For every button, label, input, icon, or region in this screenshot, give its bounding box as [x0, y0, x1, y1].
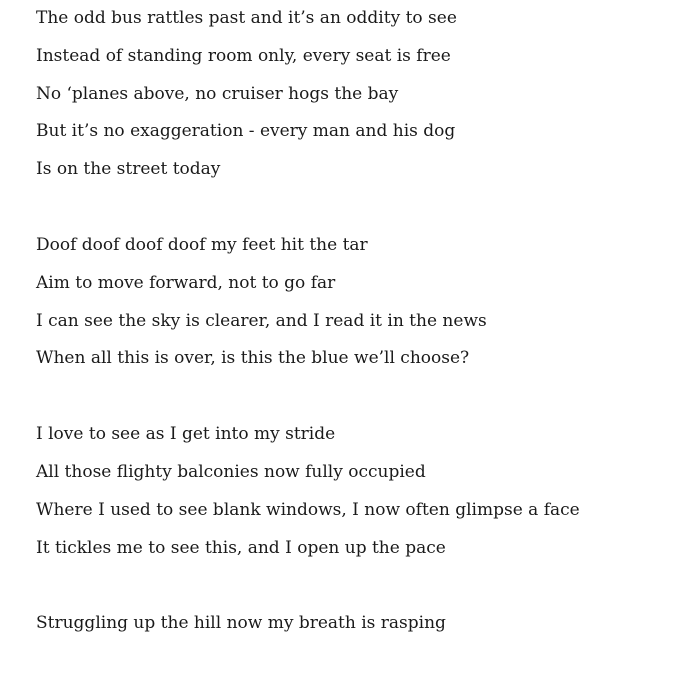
- poem-line: The odd bus rattles past and it’s an oddity to see: [36, 8, 457, 28]
- poem-line: Aim to move forward, not to go far: [36, 272, 336, 293]
- poem-line: Where I used to see blank windows, I now often glimpse a face: [36, 499, 580, 520]
- poem-line: Instead of standing room only, every seat is free: [36, 45, 451, 66]
- poem-line: Doof doof doof doof my feet hit the tar: [36, 234, 368, 255]
- poem-line: But it’s no exaggeration - every man and his dog: [36, 121, 456, 142]
- poem-line: I love to see as I get into my stride: [36, 424, 336, 445]
- poem-line: Struggling up the hill now my breath is rasping: [36, 613, 446, 634]
- stanza-1: [36, 3, 686, 192]
- poem-line: It tickles me to see this, and I open up the pace: [36, 537, 446, 558]
- poem-text: [36, 3, 686, 684]
- poem-line: Is on the street today: [36, 159, 221, 180]
- poem-line: All those flighty balconies now fully occupied: [36, 461, 426, 482]
- stanza-3: [36, 419, 686, 570]
- poem-line: No ‘planes above, no cruiser hogs the bay: [36, 83, 399, 104]
- poem-line: I can see the sky is clearer, and I read it in the news: [36, 310, 487, 331]
- stanza-4: [36, 608, 686, 646]
- stanza-2: [36, 230, 686, 381]
- poem-line: When all this is over, is this the blue we’ll choose?: [36, 348, 470, 369]
